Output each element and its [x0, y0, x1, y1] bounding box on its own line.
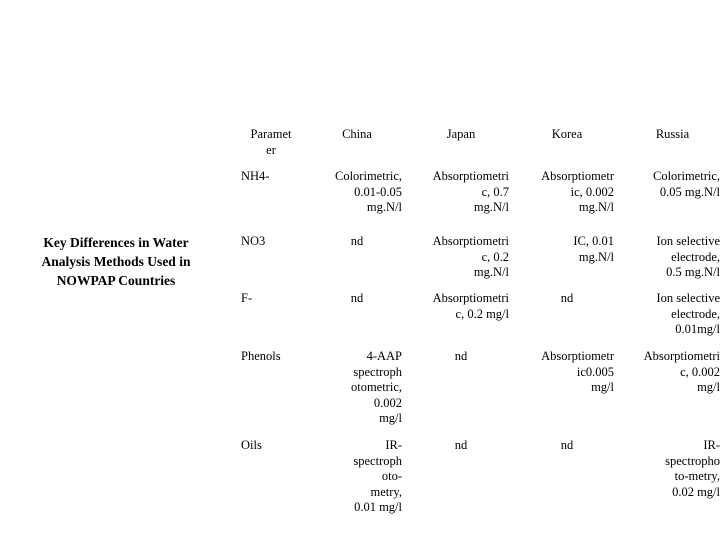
header-japan: Japan	[446, 127, 476, 141]
russia-cell: Ion selective electrode, 0.5 mg.N/l	[656, 234, 720, 279]
japan-cell: Absorptiometri c, 0.7 mg.N/l	[432, 169, 509, 214]
table-row	[236, 433, 720, 522]
header-parameter: Paramet er	[250, 127, 292, 157]
russia-cell: Ion selective electrode, 0.01mg/l	[656, 291, 720, 336]
china-cell: nd	[350, 291, 364, 305]
table-row	[236, 229, 720, 286]
table-row	[236, 344, 720, 433]
china-cell: 4-AAP spectroph otometric, 0.002 mg/l	[350, 349, 402, 425]
japan-cell: nd	[454, 438, 468, 452]
header-russia: Russia	[655, 127, 690, 141]
korea-cell: Absorptiometr ic, 0.002 mg.N/l	[541, 169, 614, 214]
korea-cell: nd	[560, 438, 574, 452]
korea-cell: IC, 0.01 mg.N/l	[573, 234, 614, 264]
param-cell: F-	[241, 291, 253, 305]
korea-cell: nd	[560, 291, 574, 305]
table-row	[236, 164, 720, 229]
china-cell: Colorimetric, 0.01-0.05 mg.N/l	[335, 169, 402, 214]
russia-cell: Absorptiometri c, 0.002 mg/l	[643, 349, 720, 394]
header-korea: Korea	[551, 127, 583, 141]
china-cell: nd	[350, 234, 364, 248]
table-header-row	[236, 122, 720, 164]
param-cell: NO3	[241, 234, 266, 248]
china-cell: IR- spectroph oto- metry, 0.01 mg/l	[353, 438, 402, 514]
param-cell: Phenols	[241, 349, 281, 363]
korea-cell: Absorptiometr ic0.005 mg/l	[541, 349, 614, 394]
param-cell: NH4-	[241, 169, 270, 183]
japan-cell: Absorptiometri c, 0.2 mg.N/l	[432, 234, 509, 279]
slide-title: Key Differences in Water Analysis Methods Used in NOWPAP Countries	[41, 235, 191, 288]
russia-cell: Colorimetric, 0.05 mg.N/l	[653, 169, 720, 199]
table-row	[236, 286, 720, 344]
russia-cell: IR- spectropho to-metry, 0.02 mg/l	[665, 438, 720, 499]
param-cell: Oils	[241, 438, 262, 452]
japan-cell: nd	[454, 349, 468, 363]
methods-table	[235, 121, 720, 522]
japan-cell: Absorptiometri c, 0.2 mg/l	[432, 291, 509, 321]
header-china: China	[342, 127, 372, 141]
